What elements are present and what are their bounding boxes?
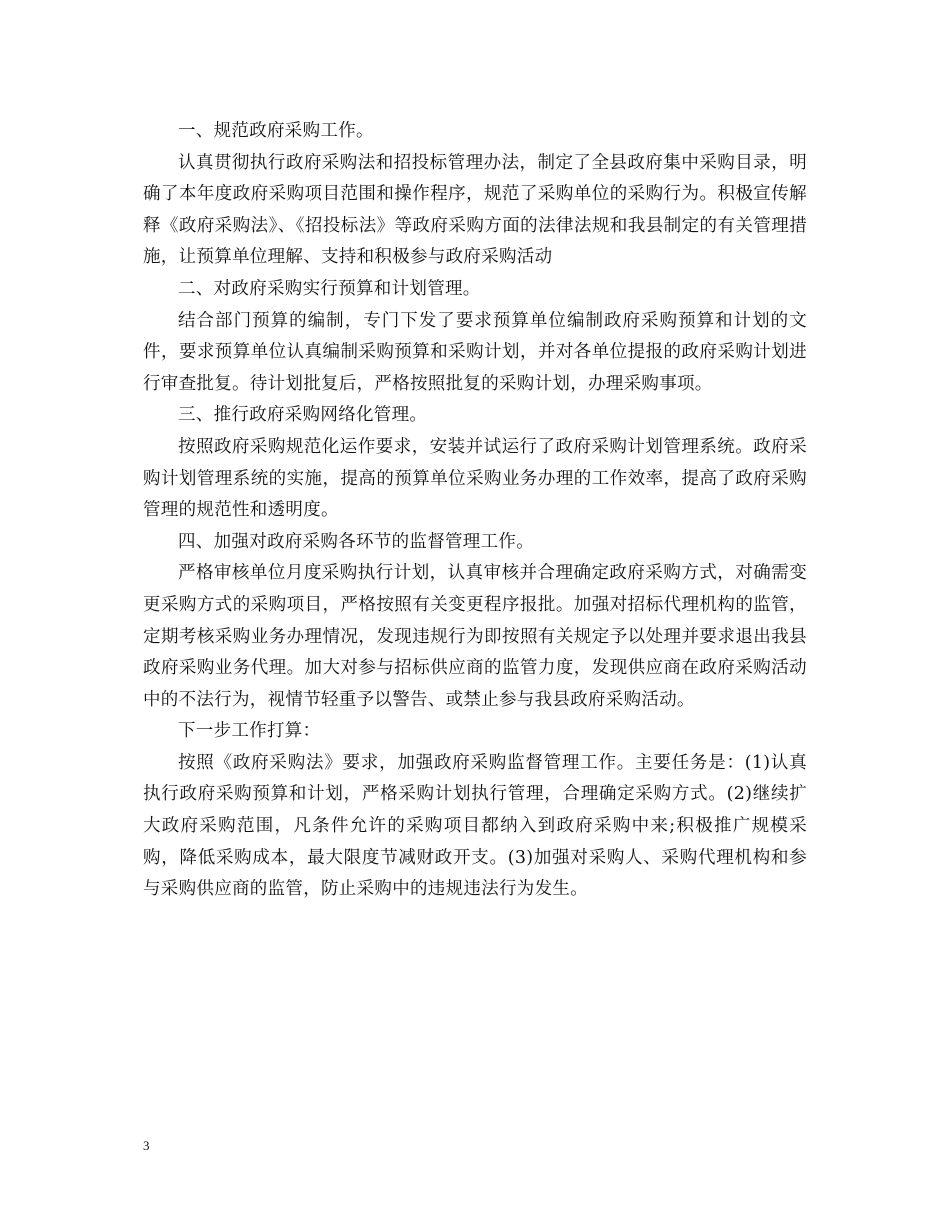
document-body <box>143 116 807 906</box>
section-heading-3: 三、推行政府采购网络化管理。 <box>178 405 428 426</box>
body-paragraph-2: 结合部门预算的编制，专门下发了要求预算单位编制政府采购预算和计划的文件，要求预算单位认真编制采购预算和采购计划，并对各单位提报的政府采购计划进行审查批复。待计划批复后，严格按照批复的采购计划，办理采购事项。 <box>143 310 807 394</box>
section-heading-2: 二、对政府采购实行预算和计划管理。 <box>178 278 481 299</box>
body-paragraph-1: 认真贯彻执行政府采购法和招投标管理办法，制定了全县政府集中采购目录，明确了本年度政府采购项目范围和操作程序，规范了采购单位的采购行为。积极宣传解释《政府采购法》、《招投标法》等政府采购方面的法律法规和我县制定的有关管理措施，让预算单位理解、支持和积极参与政府采购活动 <box>143 152 807 268</box>
body-paragraph-4: 严格审核单位月度采购执行计划，认真审核并合理确定政府采购方式，对确需变更采购方式的采购项目，严格按照有关变更程序报批。加强对招标代理机构的监管，定期考核采购业务办理情况，发现违规行为即按照有关规定予以处理并要求退出我县政府采购业务代理。加大对参与招标供应商的监管力度，发现供应商在政府采购活动中的不法行为，视情节轻重予以警告、或禁止参与我县政府采购活动。 <box>143 563 807 710</box>
body-paragraph-3: 按照政府采购规范化运作要求，安装并试运行了政府采购计划管理系统。政府采购计划管理系统的实施，提高的预算单位采购业务办理的工作效率，提高了政府采购管理的规范性和透明度。 <box>143 436 807 521</box>
page-number: 3 <box>143 1138 150 1153</box>
body-paragraph-next-steps: 按照《政府采购法》要求，加强政府采购监督管理工作。主要任务是：(1)认真执行政府采购预算和计划，严格采购计划执行管理，合理确定采购方式。(2)继续扩大政府采购范围，凡条件允许的采购项目都纳入到政府采购中来;积极推广规模采购，降低采购成本，最大限度节减财政开支。(3)加强对采购人、采购代理机构和参与采购供应商的监管，防止采购中的违规违法行为发生。 <box>143 752 807 900</box>
section-heading-4: 四、加强对政府采购各环节的监督管理工作。 <box>178 531 534 552</box>
section-heading-next-steps: 下一步工作打算： <box>178 721 321 742</box>
section-heading-1: 一、规范政府采购工作。 <box>178 121 374 141</box>
